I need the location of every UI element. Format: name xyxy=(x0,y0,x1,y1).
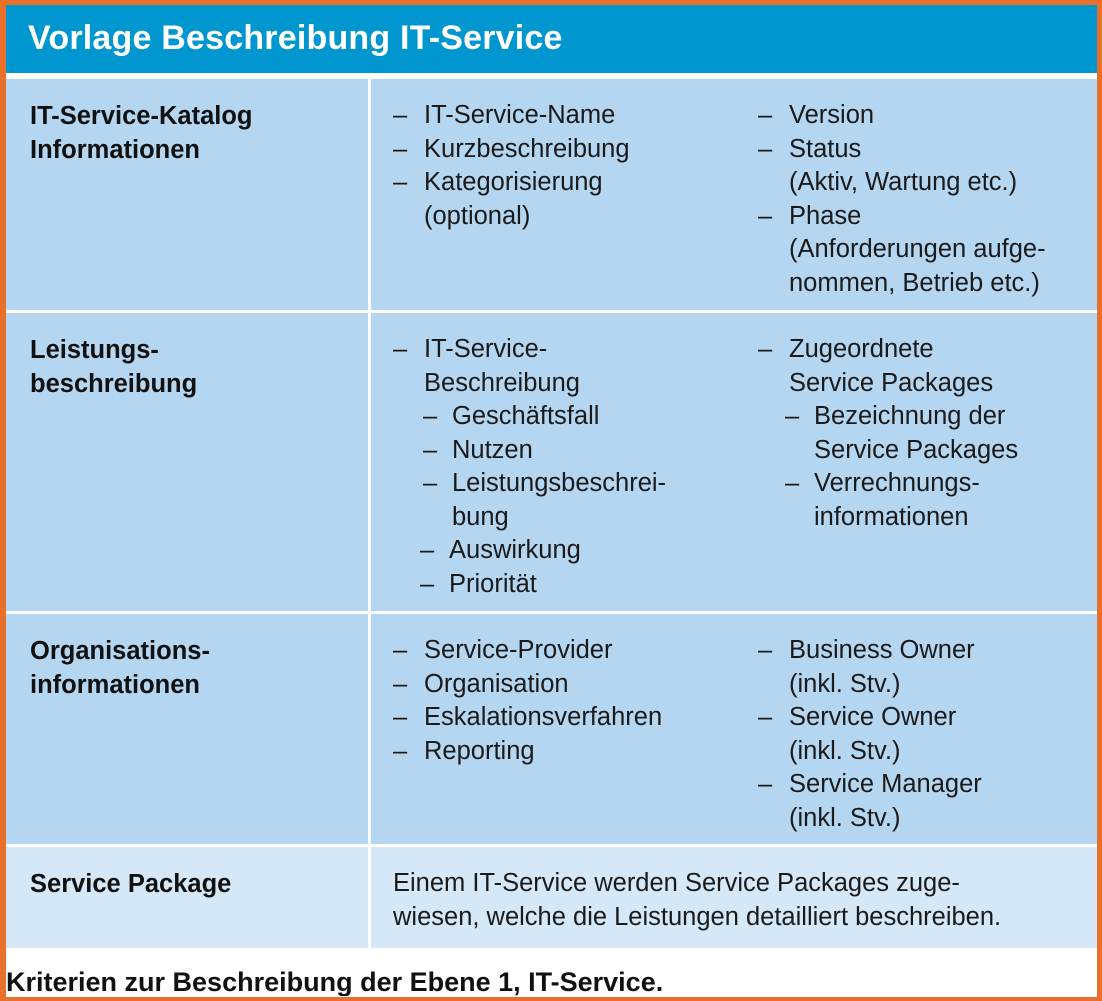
list-item: – Auswirkung xyxy=(420,534,666,568)
row-label xyxy=(6,79,368,310)
row-organisationsinformationen xyxy=(6,614,1097,844)
row-content xyxy=(371,847,1097,948)
row-label-line: Leistungs- xyxy=(30,336,159,364)
list-item: – IT-Service-Name xyxy=(393,99,630,133)
page-title: Vorlage Beschreibung IT-Service xyxy=(28,19,563,57)
left-list xyxy=(393,99,630,233)
list-item: – Priorität xyxy=(420,568,666,602)
list-item: – Service Owner (inkl. Stv.) xyxy=(758,701,982,768)
list-item: – Geschäftsfall xyxy=(423,400,666,434)
column-divider xyxy=(368,79,371,948)
list-item: – IT-Service- Beschreibung xyxy=(393,333,666,400)
list-item: – Kategorisierung (optional) xyxy=(393,166,630,233)
row-leistungsbeschreibung xyxy=(6,313,1097,611)
list-item: – Status (Aktiv, Wartung etc.) xyxy=(758,133,1046,200)
list-item: – Zugeordnete Service Packages xyxy=(758,333,1018,400)
list-item: – Bezeichnung der Service Packages xyxy=(785,400,1018,467)
list-item: – Verrechnungs- informationen xyxy=(785,467,1018,534)
row-label-line: informationen xyxy=(30,671,200,699)
row-label-line: Organisations- xyxy=(30,637,210,665)
list-item: – Reporting xyxy=(393,735,662,769)
figure-caption: Kriterien zur Beschreibung der Ebene 1, IT-Service. xyxy=(6,967,664,996)
list-item: – Phase (Anforderungen aufge- nommen, Betrieb etc.) xyxy=(758,200,1046,301)
row-label-line: Service Package xyxy=(30,870,232,898)
list-item: – Eskalationsverfahren xyxy=(393,701,662,735)
row-katalog-informationen xyxy=(6,79,1097,310)
list-item: – Service Manager (inkl. Stv.) xyxy=(758,768,982,835)
list-item: – Kurzbeschreibung xyxy=(393,133,630,167)
list-item: – Organisation xyxy=(393,668,662,702)
list-item: – Leistungsbeschrei- bung xyxy=(423,467,666,534)
row-label-line: beschreibung xyxy=(30,370,198,398)
list-item: – Nutzen xyxy=(423,434,666,468)
row-content xyxy=(371,313,1097,611)
right-list xyxy=(758,99,1046,300)
list-item: – Service-Provider xyxy=(393,634,662,668)
right-list xyxy=(758,333,1018,534)
right-list xyxy=(758,634,982,835)
row-content xyxy=(371,79,1097,310)
left-list xyxy=(393,634,662,768)
left-list xyxy=(393,333,666,601)
row-service-package xyxy=(6,847,1097,948)
row-label xyxy=(6,313,368,611)
table-header xyxy=(6,5,1097,76)
row-label xyxy=(6,847,368,948)
list-item: – Business Owner (inkl. Stv.) xyxy=(758,634,982,701)
service-package-text: Einem IT-Service werden Service Packages zuge- wiesen, welche die Leistungen detailliert beschreiben. xyxy=(393,869,1002,931)
row-label xyxy=(6,614,368,844)
list-item: – Version xyxy=(758,99,1046,133)
row-label-line: IT-Service-Katalog xyxy=(30,102,253,130)
row-content xyxy=(371,614,1097,844)
row-label-line: Informationen xyxy=(30,136,200,164)
